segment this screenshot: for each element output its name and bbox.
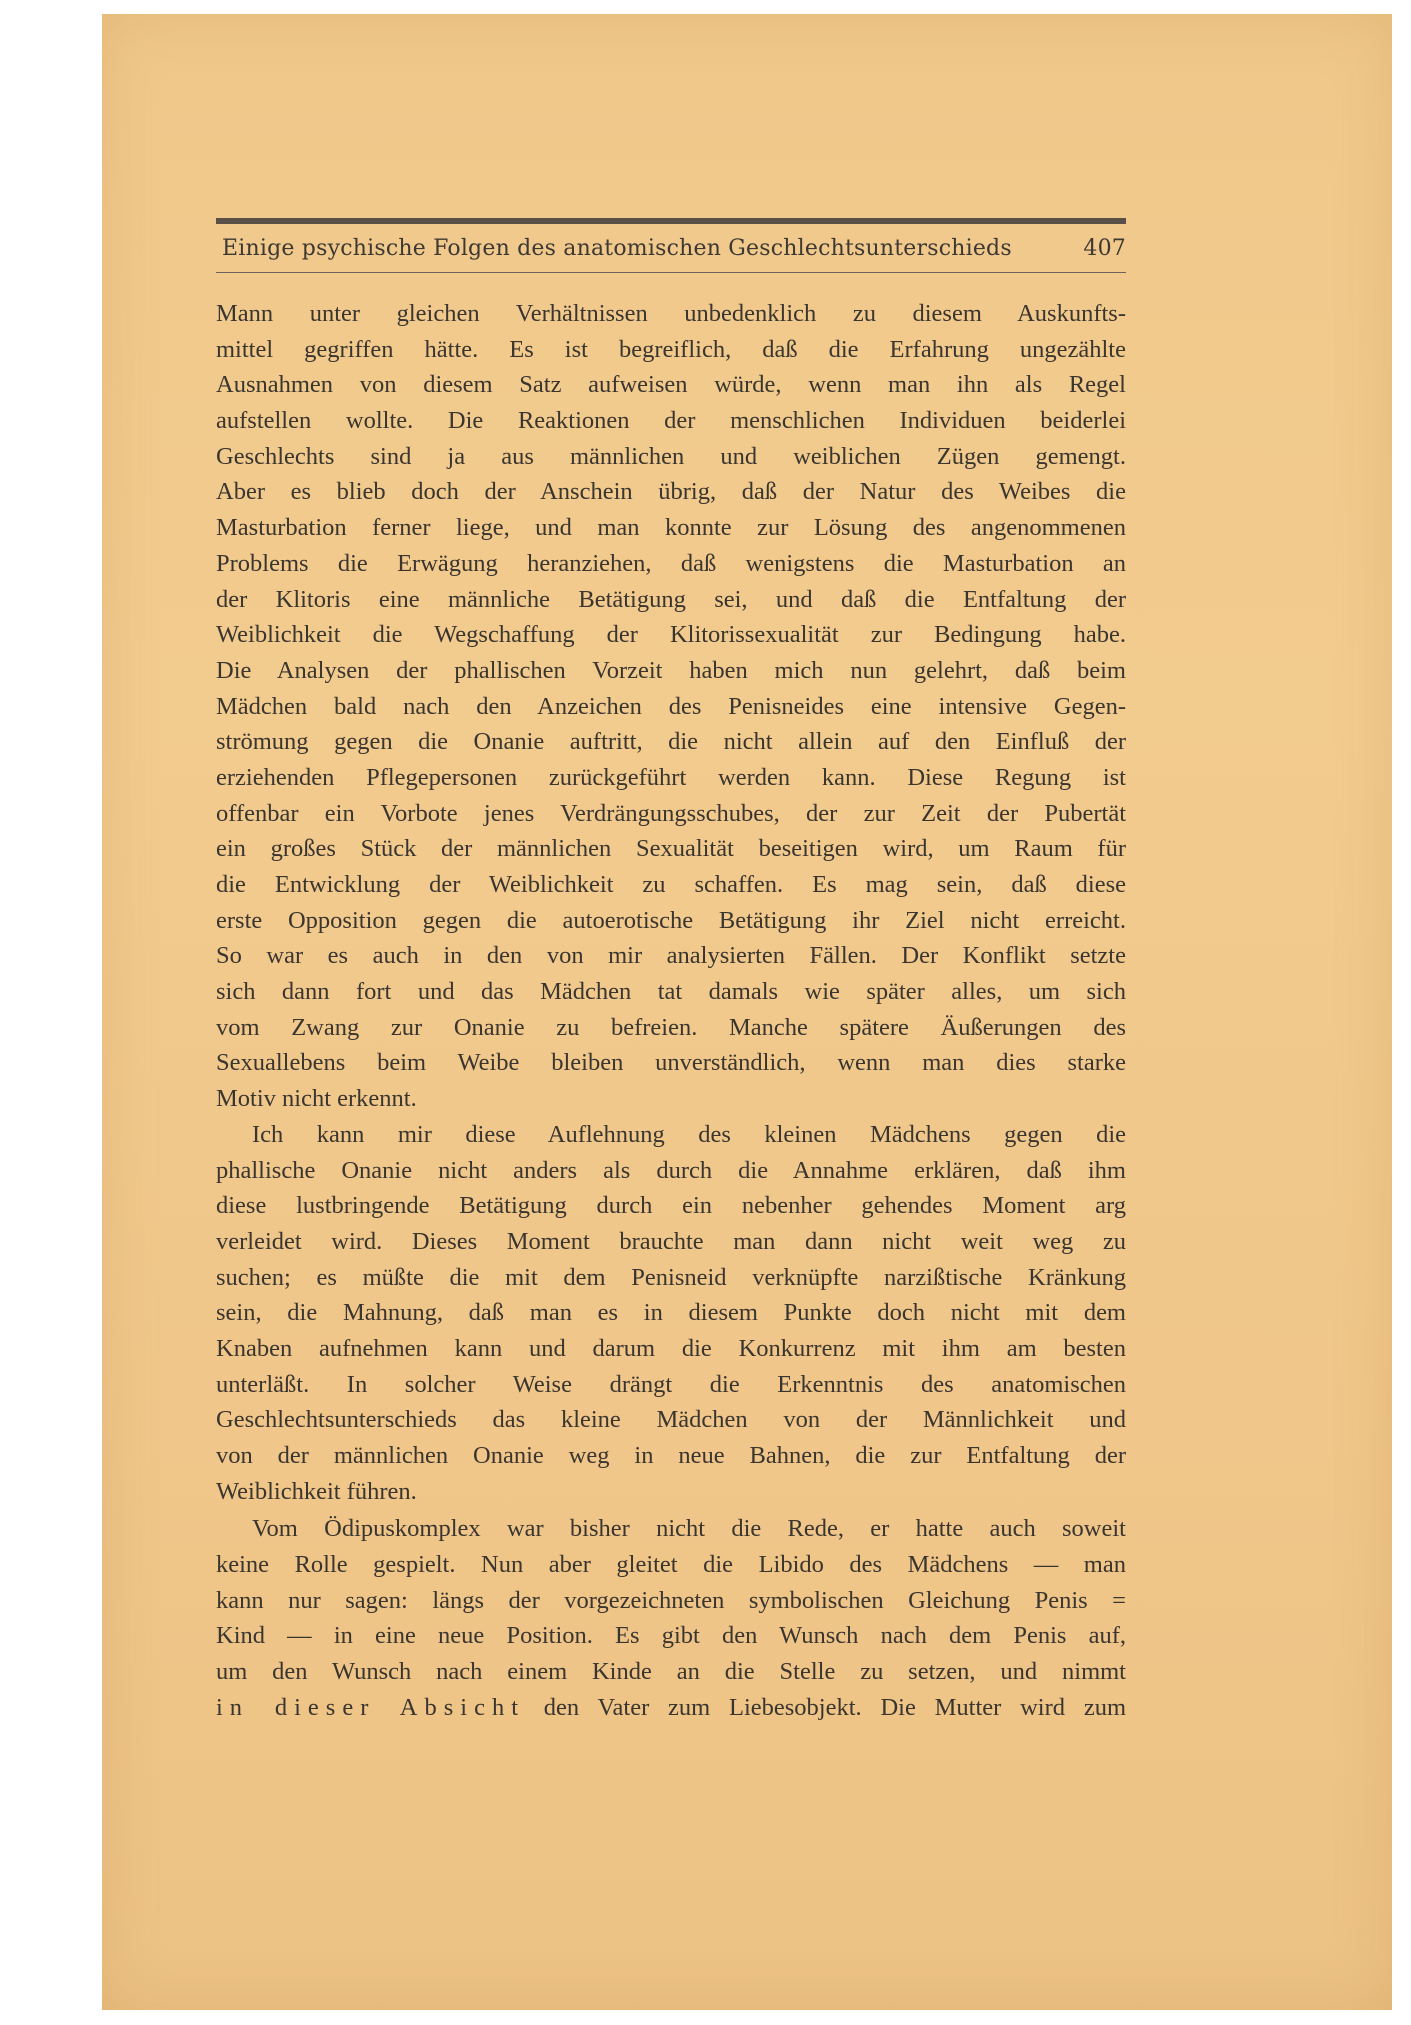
text-line: Sexuallebens beim Weibe bleiben unverständlich, wenn man dies starke [216, 1049, 1126, 1077]
text-line: erste Opposition gegen die autoerotische Betätigung ihr Ziel nicht erreicht. [216, 906, 1126, 934]
text-line: Weiblichkeit die Wegschaffung der Klitorissexualität zur Bedingung habe. [216, 621, 1126, 649]
running-title: Einige psychische Folgen des anatomischen Geschlechtsunterschieds [222, 236, 1012, 261]
text-line: erziehenden Pflegepersonen zurückgeführt werden kann. Diese Regung ist [216, 763, 1126, 791]
text-line: Ich kann mir diese Auflehnung des kleinen Mädchens gegen die [252, 1120, 1126, 1148]
running-head [222, 236, 1126, 266]
text-line: verleidet wird. Dieses Moment brauchte man dann nicht weit weg zu [216, 1227, 1126, 1255]
text-line: suchen; es müßte die mit dem Penisneid verknüpfte narzißtische Kränkung [216, 1263, 1126, 1291]
text-line: phallische Onanie nicht anders als durch die Annahme erklären, daß ihm [216, 1156, 1126, 1184]
text-line: von der männlichen Onanie weg in neue Bahnen, die zur Entfaltung der [216, 1442, 1126, 1469]
spaced-emphasis: in dieser Absicht [216, 1693, 526, 1721]
text-line: offenbar ein Vorbote jenes Verdrängungsschubes, der zur Zeit der Pubertät [216, 799, 1126, 827]
body-text [216, 296, 1126, 1726]
text-line [216, 1690, 1126, 1726]
text-line: unterläßt. In solcher Weise drängt die Erkenntnis des anatomischen [216, 1370, 1126, 1398]
book-page [102, 14, 1392, 2010]
page-number: 407 [1083, 236, 1126, 261]
header-rule [216, 218, 1126, 224]
text-line: Weiblichkeit führen. [216, 1477, 417, 1505]
text-line-rest: den Vater zum Liebesobjekt. Die Mutter wird zum [525, 1693, 1126, 1721]
text-line: Vom Ödipuskomplex war bisher nicht die Rede, er hatte auch soweit [252, 1515, 1126, 1543]
text-line: der Klitoris eine männliche Betätigung sei, und daß die Entfaltung der [216, 585, 1126, 613]
text-line: Problems die Erwägung heranziehen, daß wenigstens die Masturbation an [216, 549, 1126, 577]
text-line: Geschlechtsunterschieds das kleine Mädchen von der Männlichkeit und [216, 1406, 1126, 1434]
text-line: aufstellen wollte. Die Reaktionen der menschlichen Individuen beiderlei [216, 407, 1126, 435]
header-underline [216, 272, 1126, 273]
text-line: sein, die Mahnung, daß man es in diesem Punkte doch nicht mit dem [216, 1299, 1126, 1327]
text-line: Aber es blieb doch der Anschein übrig, daß der Natur des Weibes die [216, 478, 1126, 506]
text-line: die Entwicklung der Weiblichkeit zu schaffen. Es mag sein, daß diese [216, 871, 1126, 898]
text-line: kann nur sagen: längs der vorgezeichneten symbolischen Gleichung Penis = [216, 1586, 1126, 1614]
text-line: Ausnahmen von diesem Satz aufweisen würde, wenn man ihn als Regel [216, 371, 1126, 399]
text-line: sich dann fort und das Mädchen tat damals wie später alles, um sich [216, 978, 1126, 1006]
text-line: Motiv nicht erkennt. [216, 1085, 417, 1113]
text-line: Geschlechts sind ja aus männlichen und weiblichen Zügen gemengt. [216, 442, 1126, 470]
text-line: strömung gegen die Onanie auftritt, die nicht allein auf den Einfluß der [216, 728, 1126, 756]
text-line: keine Rolle gespielt. Nun aber gleitet die Libido des Mädchens — man [216, 1551, 1126, 1579]
text-line: um den Wunsch nach einem Kinde an die Stelle zu setzen, und nimmt [216, 1658, 1126, 1686]
text-line: Mädchen bald nach den Anzeichen des Penisneides eine intensive Gegen- [216, 692, 1126, 720]
text-line: So war es auch in den von mir analysierten Fällen. Der Konflikt setzte [216, 942, 1126, 970]
text-line: ein großes Stück der männlichen Sexualität beseitigen wird, um Raum für [216, 835, 1126, 863]
text-line: Die Analysen der phallischen Vorzeit haben mich nun gelehrt, daß beim [216, 656, 1126, 684]
text-line: vom Zwang zur Onanie zu befreien. Manche spätere Äußerungen des [216, 1013, 1126, 1041]
text-line: diese lustbringende Betätigung durch ein nebenher gehendes Moment arg [216, 1192, 1126, 1220]
text-line: Knaben aufnehmen kann und darum die Konkurrenz mit ihm am besten [216, 1334, 1126, 1362]
text-line: Mann unter gleichen Verhältnissen unbedenklich zu diesem Auskunfts- [216, 300, 1126, 327]
text-line: Kind — in eine neue Position. Es gibt den Wunsch nach dem Penis auf, [216, 1622, 1126, 1650]
text-line: mittel gegriffen hätte. Es ist begreiflich, daß die Erfahrung ungezählte [216, 335, 1126, 363]
text-line: Masturbation ferner liege, und man konnte zur Lösung des angenommenen [216, 514, 1126, 542]
